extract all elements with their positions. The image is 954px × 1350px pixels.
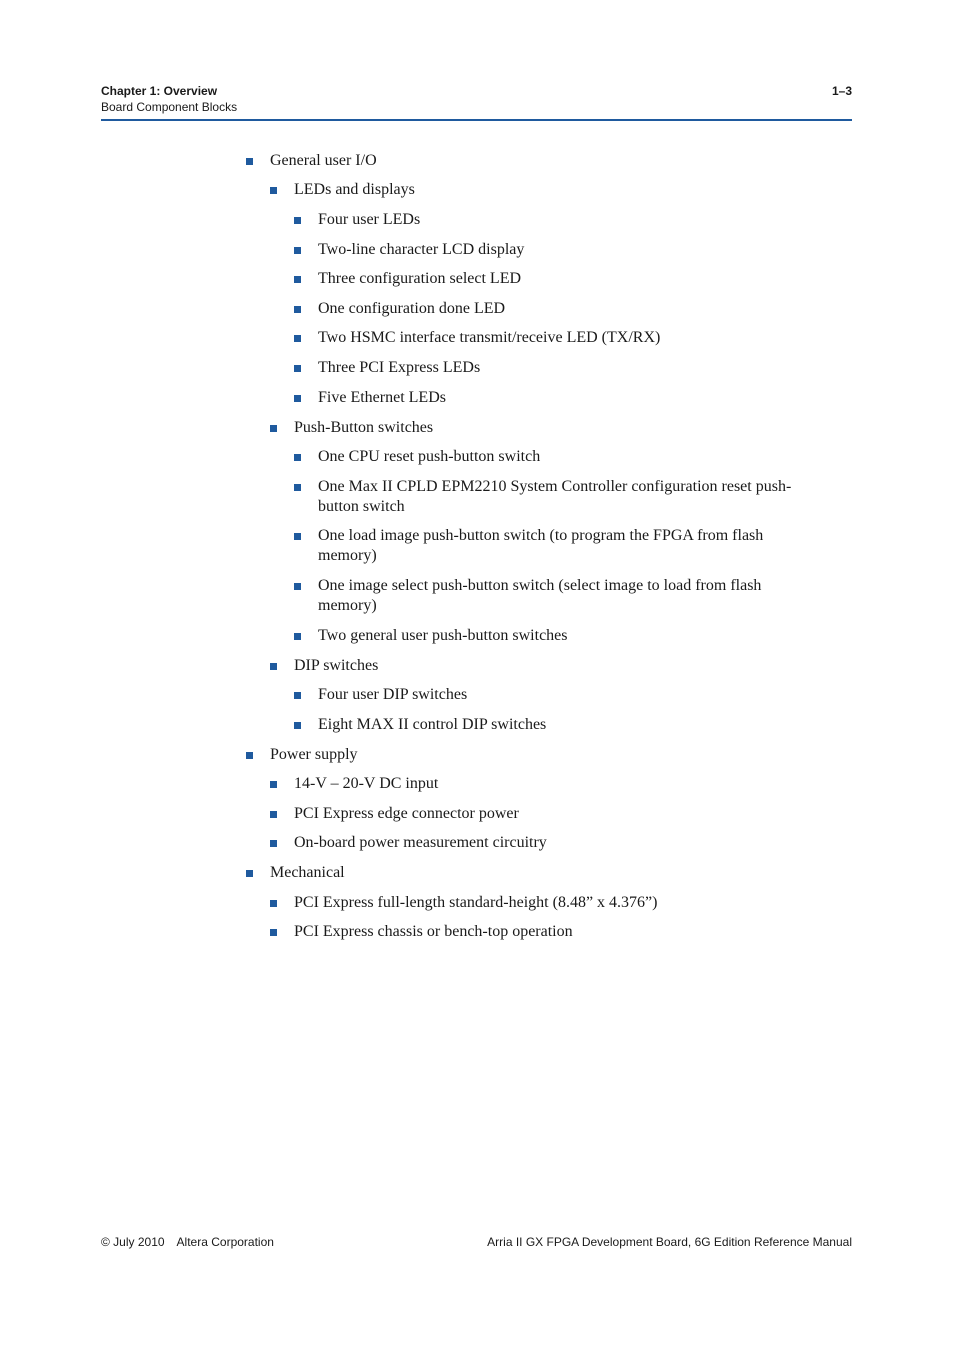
page-number: 1–3: [831, 84, 852, 98]
bullet-square-icon: [294, 276, 301, 283]
company-name: Altera Corporation: [176, 1235, 274, 1249]
bullet-square-icon: [270, 929, 277, 936]
bullet-square-icon: [270, 781, 277, 788]
page-footer: [101, 1234, 852, 1250]
bullet-square-icon: [294, 306, 301, 313]
bullet-square-icon: [294, 484, 301, 491]
bullet-square-icon: [294, 395, 301, 402]
bullet-square-icon: [294, 454, 301, 461]
feature-list: General user I/O LEDs and displays Four user LEDs Two-line character LCD display Three configuration select LED One configuration done LED Two HSMC interface transmit/receive LED (TX/RX) Three PCI Express LEDs Five Ethernet LEDs Push-Button switches One CPU reset push-button switch One Max II CPLD EPM2210 System Controller configuration reset push-button switch One load image push-button switch (to program the FPGA from flash memory) One image select push-button switch (select image to load from flash memory) Two general user push-button switches DIP switches Four user DIP switches Eight MAX II control DIP switches Power supply 14-V – 20-V DC input PCI Express edge connector power On-board power measurement circuitry Mechanical PCI Express full-length standard-height (8.48” x 4.376”) PCI Express chassis or bench-top operation: [0, 0, 954, 1350]
copyright: © July 2010: [101, 1235, 165, 1249]
manual-title: Arria II GX FPGA Development Board, 6G Edition Reference Manual: [487, 1235, 852, 1249]
bullet-square-icon: [294, 533, 301, 540]
bullet-square-icon: [270, 663, 277, 670]
bullet-square-icon: [270, 811, 277, 818]
bullet-square-icon: [294, 365, 301, 372]
bullet-square-icon: [246, 752, 253, 759]
bullet-square-icon: [294, 722, 301, 729]
section-title: Board Component Blocks: [101, 100, 238, 114]
bullet-square-icon: [270, 900, 277, 907]
bullet-square-icon: [270, 187, 277, 194]
bullet-square-icon: [246, 870, 253, 877]
bullet-square-icon: [294, 692, 301, 699]
bullet-square-icon: [294, 583, 301, 590]
chapter-title: Chapter 1: Overview: [101, 84, 218, 98]
bullet-square-icon: [294, 217, 301, 224]
bullet-square-icon: [270, 840, 277, 847]
bullet-square-icon: [294, 335, 301, 342]
bullet-square-icon: [270, 425, 277, 432]
bullet-square-icon: [246, 158, 253, 165]
bullet-square-icon: [294, 633, 301, 640]
bullet-square-icon: [294, 247, 301, 254]
